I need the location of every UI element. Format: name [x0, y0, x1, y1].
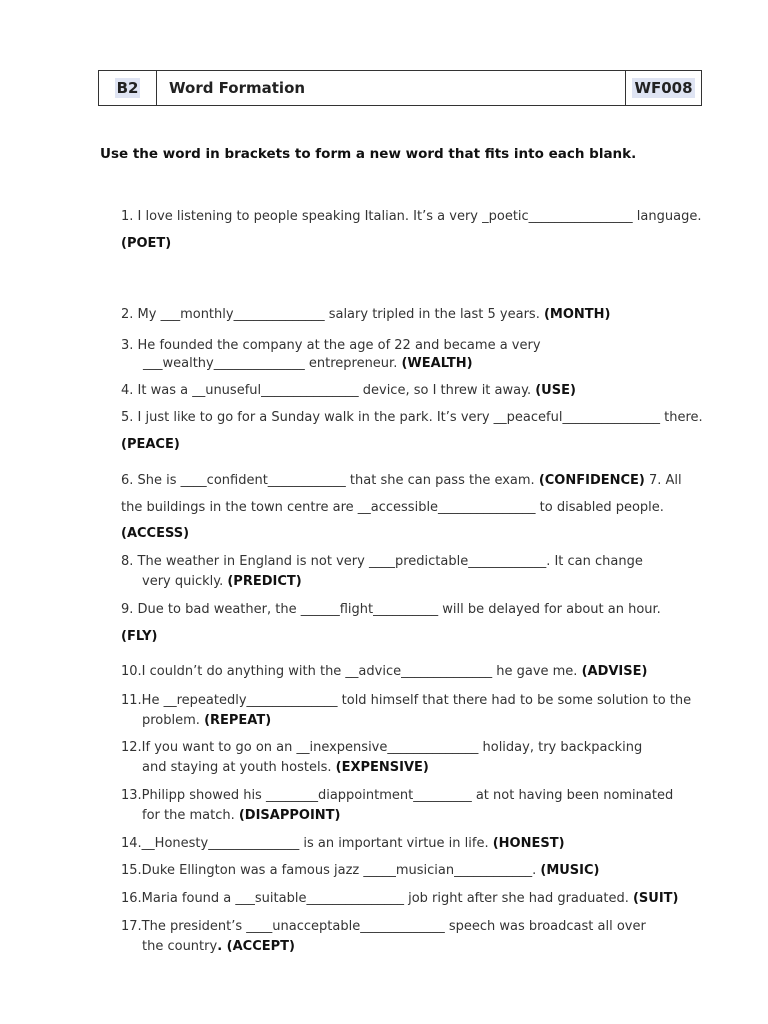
- exercise-line: (FLY): [121, 629, 158, 644]
- exercise-line: the buildings in the town centre are __accessible_______________ to disabled people.: [121, 500, 664, 515]
- code-cell: [625, 71, 701, 105]
- exercise-line: 15.Duke Ellington was a famous jazz _____musician____________. (MUSIC): [121, 863, 600, 878]
- exercise-line: (PEACE): [121, 437, 180, 452]
- exercise-line: 1. I love listening to people speaking Italian. It’s a very _poetic________________ language.: [121, 209, 702, 224]
- exercise-line: for the match. (DISAPPOINT): [142, 808, 341, 823]
- exercise-line: 13.Philipp showed his ________diappointment_________ at not having been nominated: [121, 788, 674, 803]
- exercise-line: 14.__Honesty______________ is an important virtue in life. (HONEST): [121, 836, 565, 851]
- exercise-line: 10.I couldn’t do anything with the __advice______________ he gave me. (ADVISE): [121, 664, 648, 679]
- worksheet-code: WF008: [634, 79, 693, 97]
- worksheet-title: Word Formation: [169, 79, 306, 97]
- exercise-line: 2. My ___monthly______________ salary tripled in the last 5 years. (MONTH): [121, 307, 611, 322]
- exercise-line: (ACCESS): [121, 526, 190, 541]
- exercise-line: and staying at youth hostels. (EXPENSIVE): [142, 760, 429, 775]
- exercise-line: 12.If you want to go on an __inexpensive______________ holiday, try backpacking: [121, 740, 643, 755]
- exercise-line: 11.He __repeatedly______________ told himself that there had to be some solution to the: [121, 693, 692, 708]
- exercise-line: problem. (REPEAT): [142, 713, 272, 728]
- exercise-line: 9. Due to bad weather, the ______flight__________ will be delayed for about an hour.: [121, 602, 661, 617]
- exercise-line: very quickly. (PREDICT): [142, 574, 302, 589]
- exercise-line: 5. I just like to go for a Sunday walk in the park. It’s very __peaceful_______________ there.: [121, 410, 703, 425]
- exercise-line: 3. He founded the company at the age of 22 and became a very: [121, 338, 541, 353]
- level-label: B2: [116, 79, 139, 97]
- header-table: [98, 70, 702, 106]
- exercise-line: ___wealthy______________ entrepreneur. (WEALTH): [143, 356, 473, 371]
- exercise-line: 4. It was a __unuseful_______________ device, so I threw it away. (USE): [121, 383, 576, 398]
- exercise-line: 16.Maria found a ___suitable_______________ job right after she had graduated. (SUIT): [121, 891, 679, 906]
- exercise-line: 6. She is ____confident____________ that she can pass the exam. (CONFIDENCE) 7. All: [121, 473, 682, 488]
- instructions: Use the word in brackets to form a new word that fits into each blank.: [100, 146, 637, 162]
- exercise-line: the country. (ACCEPT): [142, 939, 295, 954]
- exercise-line: 17.The president’s ____unacceptable_____________ speech was broadcast all over: [121, 919, 646, 934]
- exercise-line: 8. The weather in England is not very ____predictable____________. It can change: [121, 554, 643, 569]
- exercise-line: (POET): [121, 236, 172, 251]
- level-cell: [99, 71, 157, 105]
- title-cell: [157, 71, 625, 105]
